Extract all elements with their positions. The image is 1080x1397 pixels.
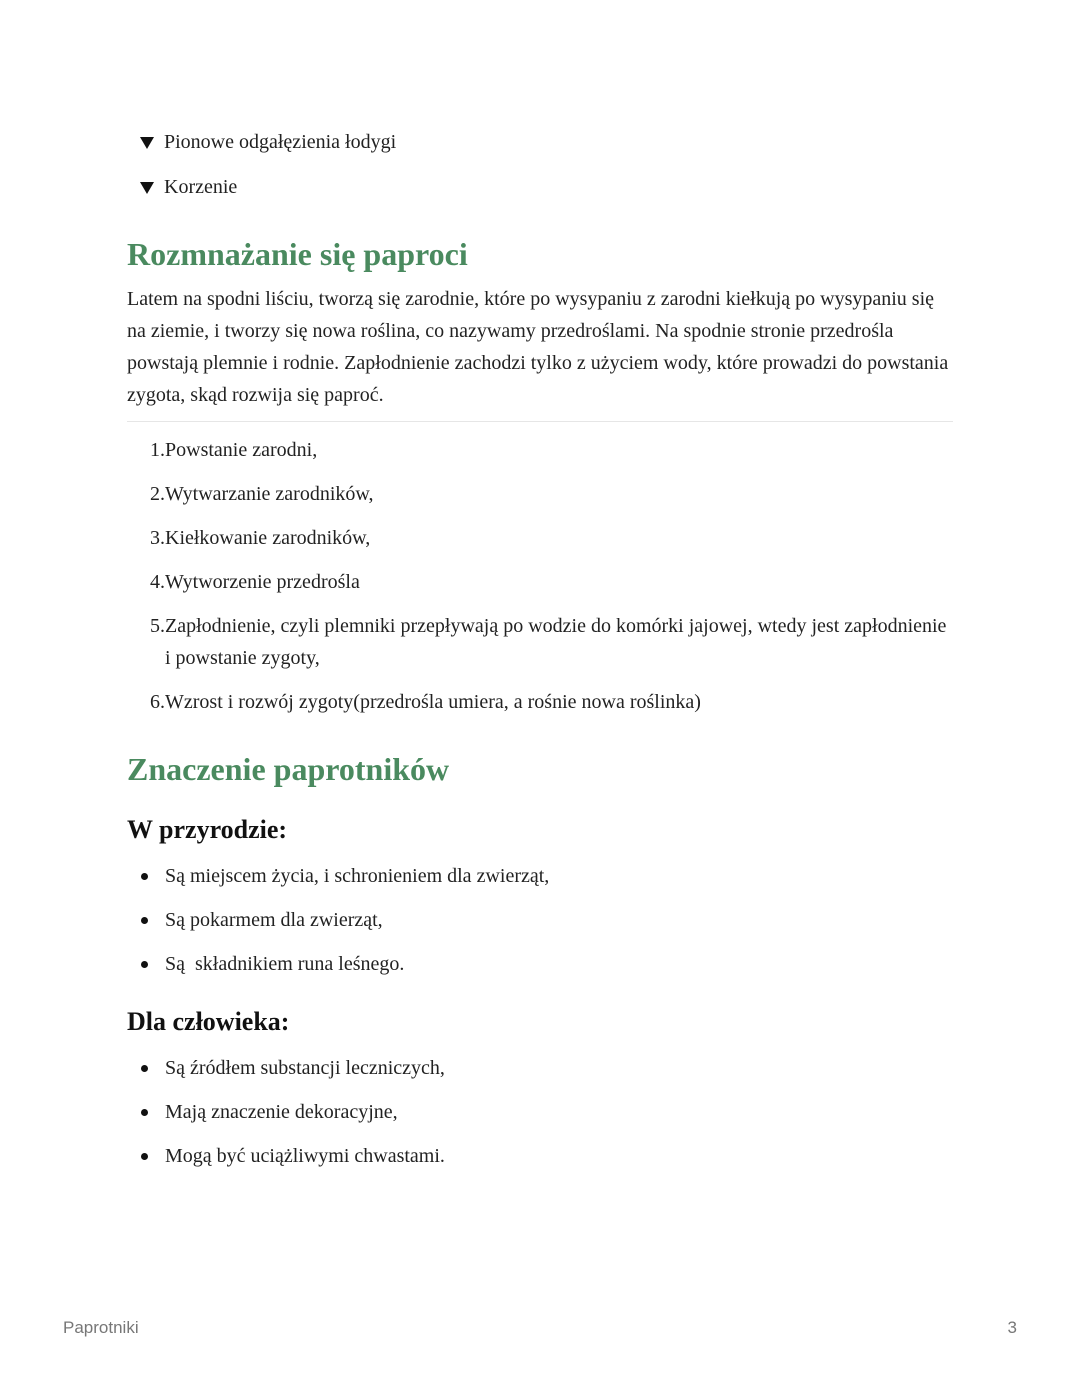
list-item [127,1098,953,1126]
list-item [127,478,953,510]
footer-page-number: 3 [1007,1318,1017,1337]
list-item-text: Mogą być uciążliwymi chwastami. [165,1145,445,1167]
footer-document-title: Paprotniki [63,1318,139,1337]
list-item [127,610,953,674]
reproduction-steps-list [127,434,953,730]
subheading-nature: W przyrodzie: [127,815,288,844]
human-bullet-list [127,1054,953,1186]
nature-bullet-list [127,862,953,994]
bullet-icon [141,917,148,924]
list-item-text: Wytworzenie przedrośla [165,571,360,593]
list-item-text: Są pokarmem dla zwierząt, [165,909,383,931]
list-item [127,566,953,598]
bullet-icon [141,873,148,880]
list-item-text: Wytwarzanie zarodników, [165,483,374,505]
list-item [127,434,953,466]
bullet-icon [141,1065,148,1072]
list-number: 3. [150,527,165,549]
list-number: 5. [150,615,165,637]
list-item [127,950,953,978]
list-item [127,1054,953,1082]
triangle-down-icon[interactable] [140,182,154,194]
list-item-text: Zapłodnienie, czyli plemniki przepływają po wodzie do komórki jajowej, wtedy jest zapłodnienie i powstanie zygoty, [165,615,947,669]
list-item [127,522,953,554]
toggle-item[interactable] [140,128,396,156]
list-number: 4. [150,571,165,593]
toggle-label: Pionowe odgałęzienia łodygi [164,131,397,153]
list-item-text: Są miejscem życia, i schronieniem dla zwierząt, [165,865,550,887]
list-item-text: Mają znaczenie dekoracyjne, [165,1101,398,1123]
list-item-text: Są składnikiem runa leśnego. [165,953,405,975]
reproduction-paragraph: Latem na spodni liściu, tworzą się zarodnie, które po wysypaniu z zarodni kiełkują po wysypaniu się na ziemie, i tworzy się nowa roślina, co nazywamy przedroślami. Na spodnie stronie przedrośla powstają plemnie i rodnie. Zapłodnienie zachodzi tylko z użyciem wody, które prowadzi do powstania zygota, skąd rozwija się paproć. [127,288,949,406]
triangle-down-icon[interactable] [140,137,154,149]
list-item-text: Wzrost i rozwój zygoty(przedrośla umiera, a rośnie nowa roślinka) [165,691,701,713]
bullet-icon [141,1109,148,1116]
list-number: 2. [150,483,165,505]
list-item [127,862,953,890]
toggle-list [140,128,396,218]
list-item-text: Powstanie zarodni, [165,439,318,461]
section-heading-reproduction: Rozmnażanie się paproci [127,236,468,272]
list-item [127,906,953,934]
subheading-human: Dla człowieka: [127,1007,290,1036]
list-item [127,686,953,718]
bullet-icon [141,1153,148,1160]
list-item-text: Kiełkowanie zarodników, [165,527,371,549]
section-heading-significance: Znaczenie paprotników [127,751,450,787]
toggle-item[interactable] [140,173,396,201]
list-item [127,1142,953,1170]
bullet-icon [141,961,148,968]
toggle-label: Korzenie [164,176,238,198]
list-number: 1. [150,439,165,461]
list-item-text: Są źródłem substancji leczniczych, [165,1057,445,1079]
list-number: 6. [150,691,165,713]
divider [127,421,953,422]
